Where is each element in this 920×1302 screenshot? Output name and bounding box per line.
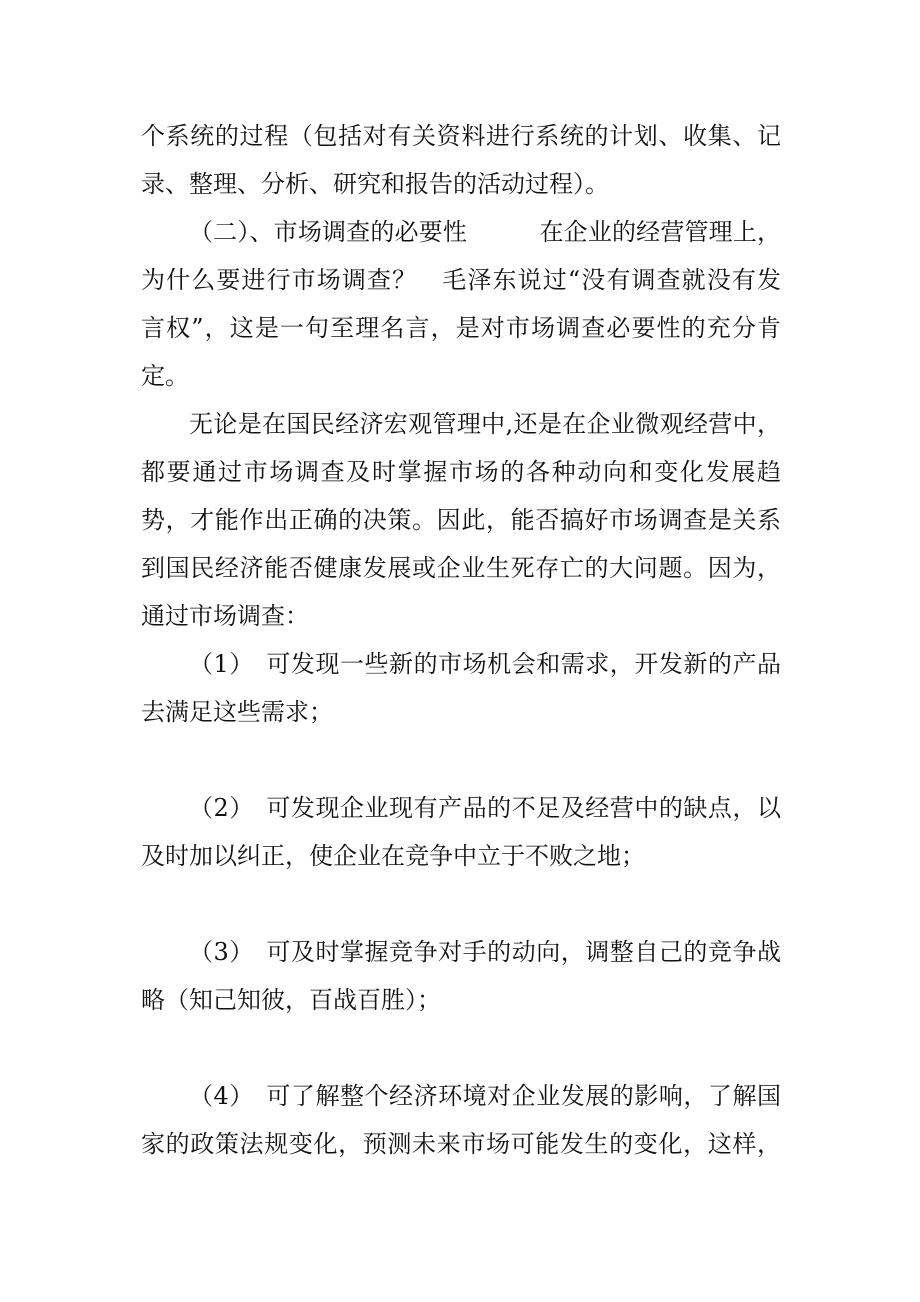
text-line-11: 通过市场调查： [141,602,309,630]
list-item-4-line-1: （4） 可了解整个经济环境对企业发展的影响，了解国 [189,1082,781,1110]
text-line-1: 个系统的过程（包括对有关资料进行系统的计划、收集、记 [141,122,781,150]
list-item-2-line-1: （2） 可发现企业现有产品的不足及经营中的缺点，以 [189,794,781,822]
text-line-8: 都要通过市场调查及时掌握市场的各种动向和变化发展趋 [141,458,781,486]
paragraph-start-line: 无论是在国民经济宏观管理中,还是在企业微观经营中， [189,410,781,438]
list-item-1-line-2: 去满足这些需求； [141,698,333,726]
text-line-10: 到国民经济能否健康发展或企业生死存亡的大问题。因为， [141,554,781,582]
list-item-2-line-2: 及时加以纠正，使企业在竞争中立于不败之地； [141,842,645,870]
list-item-3-line-2: 略（知己知彼，百战百胜）； [141,986,441,1014]
text-line-6: 定。 [141,362,189,390]
section-heading-necessity: （二）、市场调查的必要性 在企业的经营管理上， [189,218,781,246]
list-item-1-line-1: （1） 可发现一些新的市场机会和需求，开发新的产品 [189,650,781,678]
text-line-5: 言权”，这是一句至理名言，是对市场调查必要性的充分肯 [141,314,781,342]
text-line-4: 为什么要进行市场调查？ 毛泽东说过“没有调查就没有发 [141,266,781,294]
list-item-4-line-2: 家的政策法规变化，预测未来市场可能发生的变化，这样， [141,1130,781,1158]
text-line-9: 势，才能作出正确的决策。因此，能否搞好市场调查是关系 [141,506,781,534]
text-line-2: 录、整理、分析、研究和报告的活动过程）。 [141,170,609,198]
list-item-3-line-1: （3） 可及时掌握竞争对手的动向，调整自己的竞争战 [189,938,781,966]
